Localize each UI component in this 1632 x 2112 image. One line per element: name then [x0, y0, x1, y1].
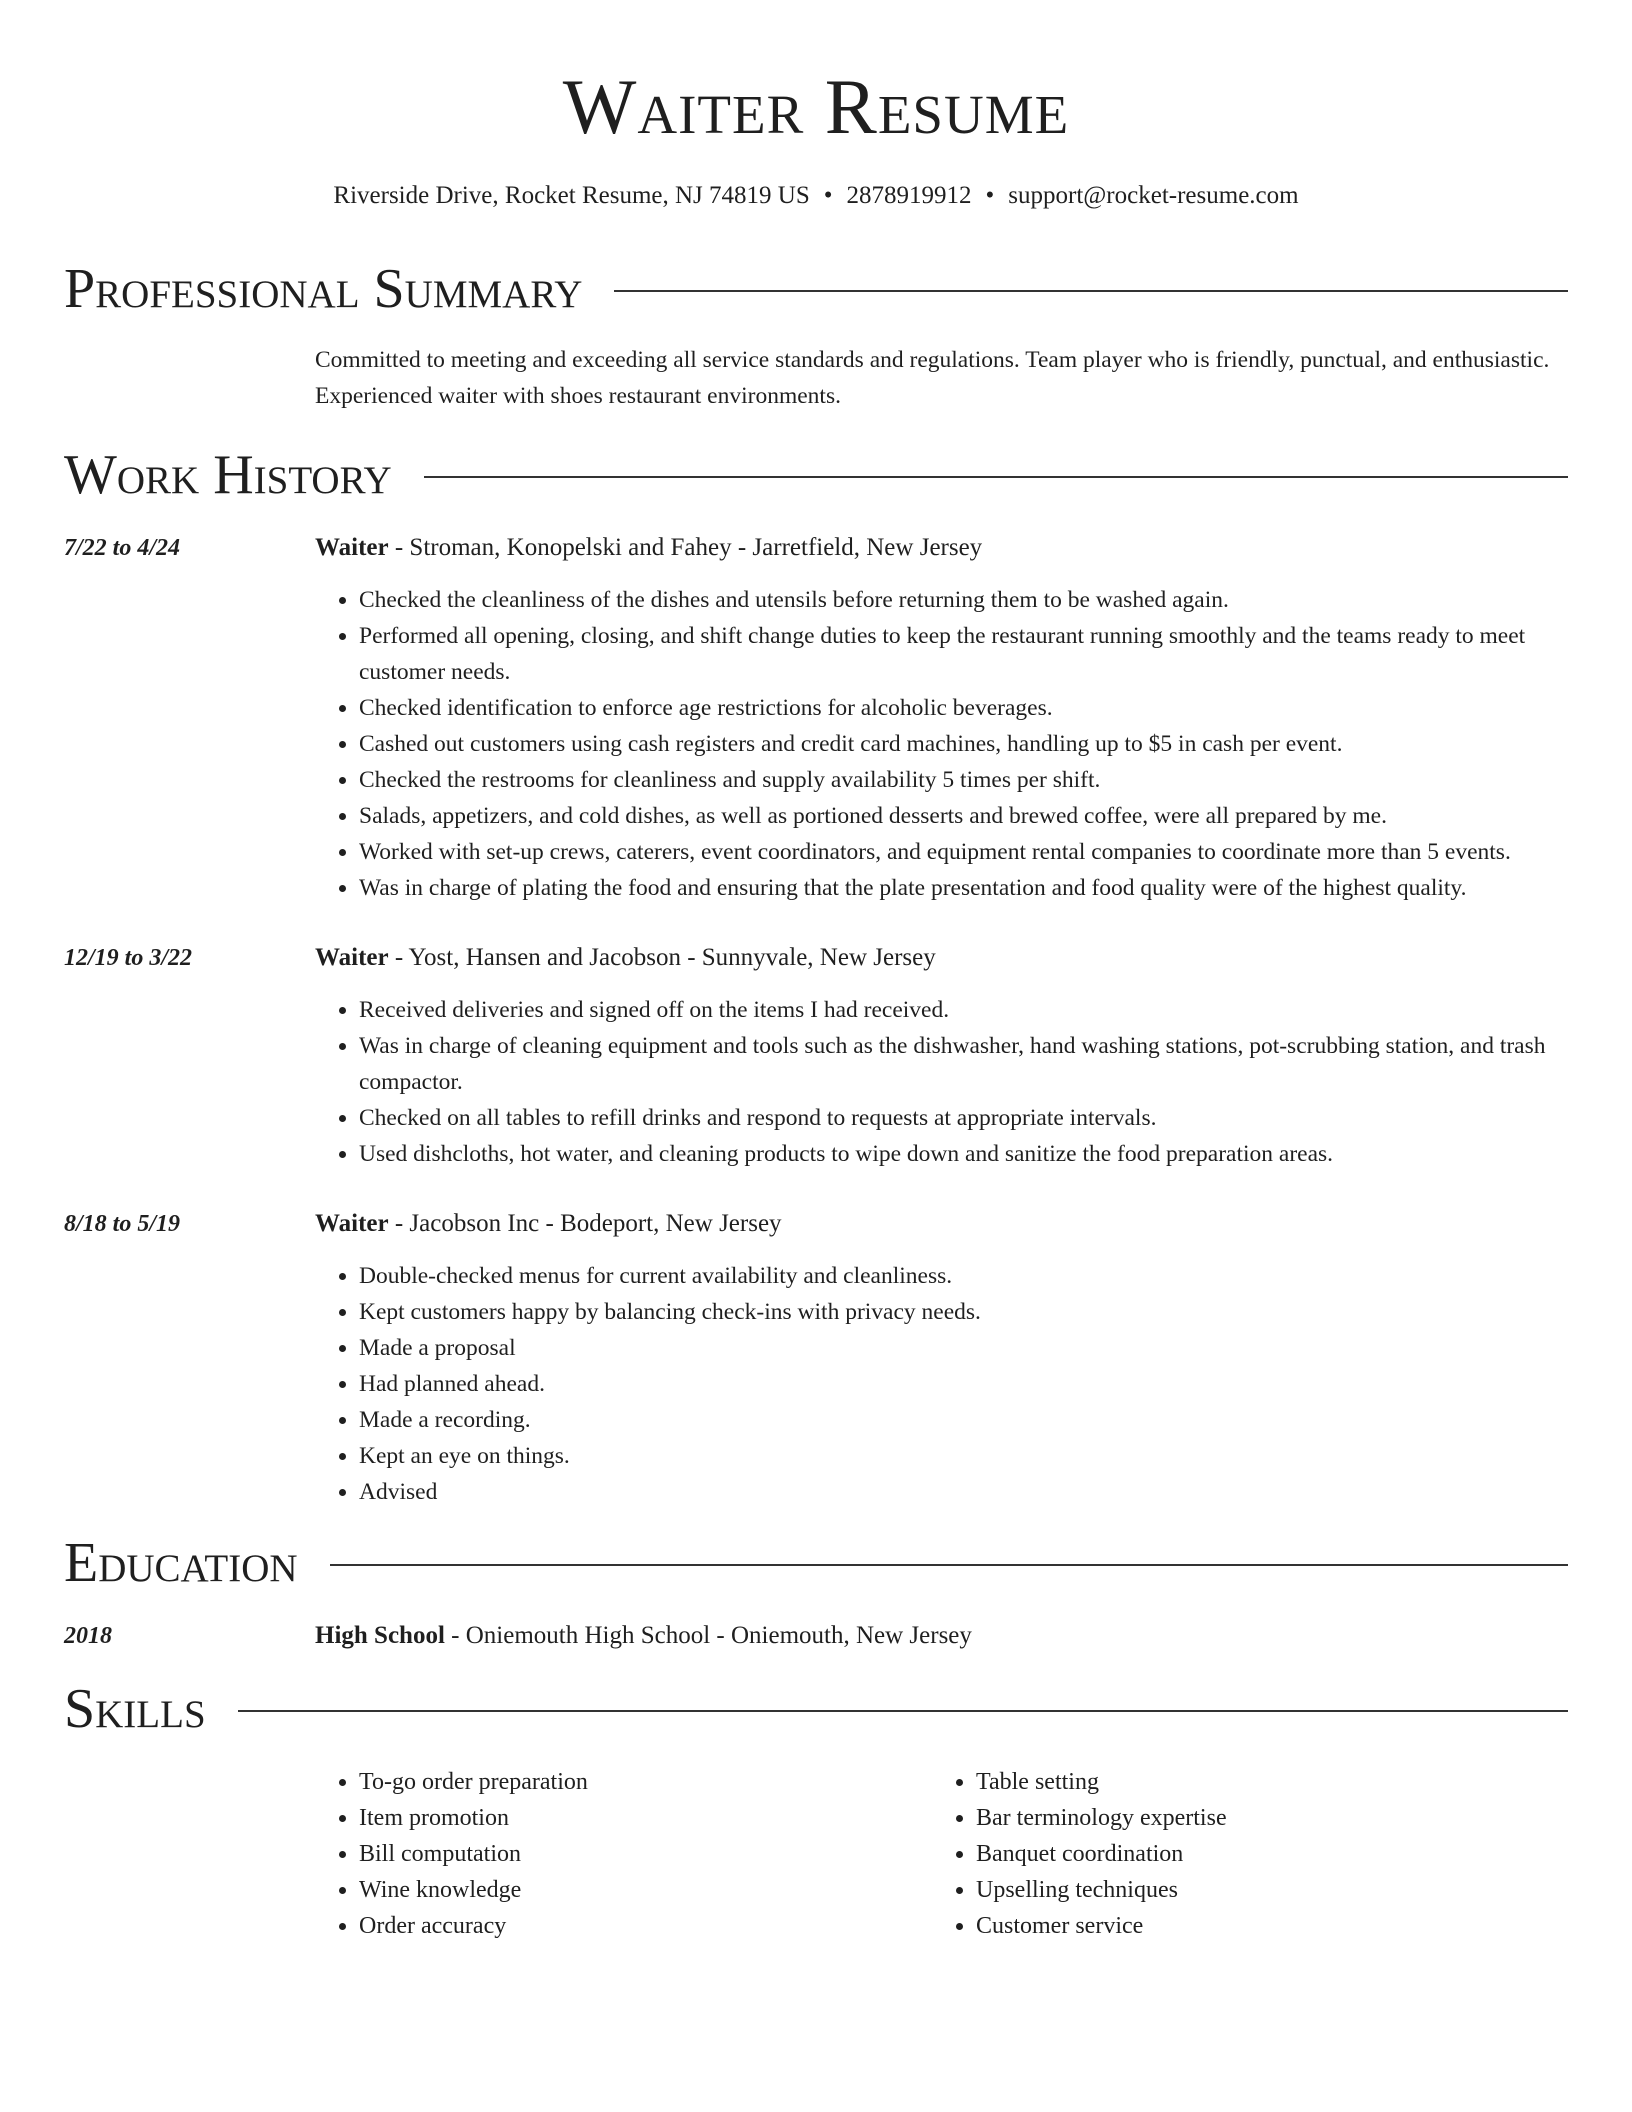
job-heading [315, 940, 1568, 976]
list-item: • Made a proposal [359, 1330, 1568, 1366]
contact-line [64, 180, 1568, 212]
skills-column-right [932, 1764, 1549, 1944]
job-entry [64, 530, 1568, 906]
education-year: 2018 [64, 1623, 112, 1649]
job-employer: - Stroman, Konopelski and Fahey - Jarretfield, New Jersey [388, 534, 983, 561]
list-item: • Was in charge of plating the food and ensuring that the plate presentation and food quality were of the highest quality. [359, 870, 1568, 906]
skills-list [315, 1764, 1568, 1944]
list-item: • Made a recording. [359, 1402, 1568, 1438]
list-item: • Upselling techniques [976, 1872, 1549, 1908]
section-title: Skills [64, 1678, 206, 1740]
job-employer: - Jacobson Inc - Bodeport, New Jersey [388, 1210, 782, 1237]
list-item: • Customer service [976, 1908, 1549, 1944]
section-header-work-history [64, 442, 1568, 508]
job-bullets [315, 582, 1568, 906]
section-header-education [64, 1530, 1568, 1596]
education-school: - Oniemouth High School - Oniemouth, New Jersey [444, 1622, 972, 1649]
job-entry [64, 1206, 1568, 1510]
contact-address: Riverside Drive, Rocket Resume, NJ 74819 US [333, 182, 810, 209]
resume-title: Waiter Resume [562, 63, 1070, 150]
section-header-summary [64, 256, 1568, 322]
list-item: • Checked the restrooms for cleanliness and supply availability 5 times per shift. [359, 762, 1568, 798]
job-title: Waiter [315, 944, 389, 971]
contact-phone: 2878919912 [846, 182, 972, 209]
list-item: • To-go order preparation [359, 1764, 932, 1800]
list-item: • Had planned ahead. [359, 1366, 1568, 1402]
contact-separator: • [823, 182, 833, 209]
list-item: • Performed all opening, closing, and shift change duties to keep the restaurant running smoothly and the teams ready to meet customer needs. [359, 618, 1568, 690]
list-item: • Double-checked menus for current availability and cleanliness. [359, 1258, 1568, 1294]
list-item: • Received deliveries and signed off on the items I had received. [359, 992, 1568, 1028]
list-item: • Wine knowledge [359, 1872, 932, 1908]
job-dates: 7/22 to 4/24 [64, 535, 181, 561]
section-title: Work History [64, 444, 392, 506]
summary-text: Committed to meeting and exceeding all service standards and regulations. Team player who is friendly, punctual, and enthusiastic. Experienced waiter with shoes restaurant environments. [315, 347, 1550, 409]
list-item: • Kept customers happy by balancing check-ins with privacy needs. [359, 1294, 1568, 1330]
job-dates: 12/19 to 3/22 [64, 945, 193, 971]
job-title: Waiter [315, 534, 389, 561]
section-divider [614, 290, 1568, 292]
education-entry [64, 1618, 1568, 1654]
list-item: • Was in charge of cleaning equipment and tools such as the dishwasher, hand washing stations, pot-scrubbing station, and trash compactor. [359, 1028, 1568, 1100]
skills-column-left [315, 1764, 932, 1944]
list-item: • Item promotion [359, 1800, 932, 1836]
list-item: • Checked on all tables to refill drinks and respond to requests at appropriate intervals. [359, 1100, 1568, 1136]
list-item: • Banquet coordination [976, 1836, 1549, 1872]
job-dates: 8/18 to 5/19 [64, 1211, 181, 1237]
list-item: • Advised [359, 1474, 1568, 1510]
list-item: • Bill computation [359, 1836, 932, 1872]
section-divider [424, 476, 1568, 478]
list-item: • Salads, appetizers, and cold dishes, as well as portioned desserts and brewed coffee, were all prepared by me. [359, 798, 1568, 834]
job-entry [64, 940, 1568, 1172]
section-title: Professional Summary [64, 258, 583, 320]
education-heading [315, 1618, 1568, 1654]
job-heading [315, 530, 1568, 566]
list-item: • Used dishcloths, hot water, and cleaning products to wipe down and sanitize the food preparation areas. [359, 1136, 1568, 1172]
job-employer: - Yost, Hansen and Jacobson - Sunnyvale, New Jersey [388, 944, 936, 971]
job-bullets [315, 1258, 1568, 1510]
job-heading [315, 1206, 1568, 1242]
list-item: • Checked the cleanliness of the dishes and utensils before returning them to be washed again. [359, 582, 1568, 618]
section-divider [238, 1710, 1568, 1712]
list-item: • Table setting [976, 1764, 1549, 1800]
resume-page [64, 0, 1568, 1944]
section-header-skills [64, 1676, 1568, 1742]
section-title: Education [64, 1532, 298, 1594]
list-item: • Worked with set-up crews, caterers, event coordinators, and equipment rental companies to coordinate more than 5 events. [359, 834, 1568, 870]
list-item: • Order accuracy [359, 1908, 932, 1944]
education-degree: High School [315, 1622, 445, 1649]
list-item: • Bar terminology expertise [976, 1800, 1549, 1836]
contact-email: support@rocket-resume.com [1008, 182, 1299, 209]
job-title: Waiter [315, 1210, 389, 1237]
section-divider [330, 1564, 1568, 1566]
contact-separator: • [985, 182, 995, 209]
list-item: • Cashed out customers using cash registers and credit card machines, handling up to $5 in cash per event. [359, 726, 1568, 762]
job-bullets [315, 992, 1568, 1172]
list-item: • Kept an eye on things. [359, 1438, 1568, 1474]
list-item: • Checked identification to enforce age restrictions for alcoholic beverages. [359, 690, 1568, 726]
